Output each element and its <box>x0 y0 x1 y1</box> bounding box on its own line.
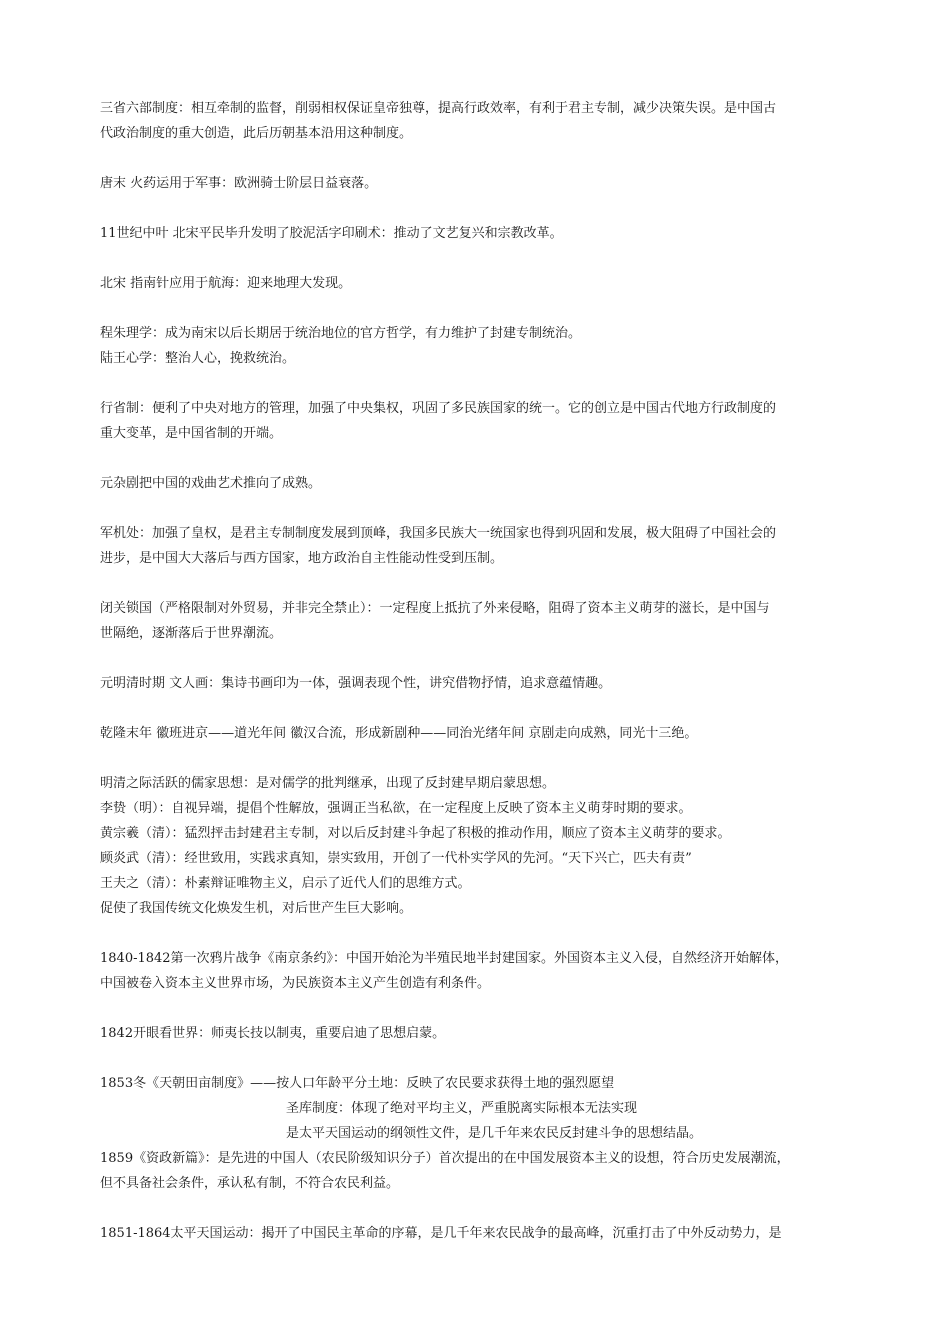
paragraph-compass <box>100 271 860 296</box>
paragraph-yuan-drama <box>100 471 860 496</box>
document-page <box>100 96 860 1246</box>
paragraph-opium-war <box>100 946 860 996</box>
text-line: 11世纪中叶 北宋平民毕升发明了胶泥活字印刷术：推动了文艺复兴和宗教改革。 <box>100 226 563 241</box>
paragraph-gap <box>100 996 860 1021</box>
paragraph-taiping-movement <box>100 1221 860 1246</box>
text-line: 元杂剧把中国的戏曲艺术推向了成熟。 <box>100 476 322 491</box>
paragraph-three-departments <box>100 96 860 146</box>
text-line: 重大变革，是中国省制的开端。 <box>100 426 283 441</box>
text-line: 代政治制度的重大创造，此后历朝基本沿用这种制度。 <box>100 126 413 141</box>
text-line: 圣库制度：体现了绝对平均主义，严重脱离实际根本无法实现 <box>286 1101 638 1116</box>
text-line: 李贽（明）：自视异端，提倡个性解放，强调正当私欲，在一定程度上反映了资本主义萌芽时期的要求。 <box>100 801 692 816</box>
text-line: 1859《资政新篇》：是先进的中国人（农民阶级知识分子）首次提出的在中国发展资本主义的设想，符合历史发展潮流， <box>100 1151 790 1166</box>
text-line: 顾炎武（清）：经世致用，实践求真知，崇实致用，开创了一代朴实学风的先河。“天下兴亡，匹夫有责” <box>100 851 692 866</box>
text-line: 进步，是中国大大落后与西方国家，地方政治自主性能动性受到压制。 <box>100 551 504 566</box>
text-line: 但不具备社会条件，承认私有制，不符合农民利益。 <box>100 1176 400 1191</box>
paragraph-literati-painting <box>100 671 860 696</box>
paragraph-gap <box>100 646 860 671</box>
text-line: 乾隆末年 徽班进京——道光年间 徽汉合流，形成新剧种——同治光绪年间 京剧走向成熟，同光十三绝。 <box>100 726 698 741</box>
text-line: 1853冬《天朝田亩制度》——按人口年龄平分土地：反映了农民要求获得土地的强烈愿望 <box>100 1076 615 1091</box>
text-line: 程朱理学：成为南宋以后长期居于统治地位的官方哲学，有力维护了封建专制统治。 <box>100 326 582 341</box>
text-line: 世隔绝，逐渐落后于世界潮流。 <box>100 626 283 641</box>
text-line: 黄宗羲（清）：猛烈抨击封建君主专制，对以后反封建斗争起了积极的推动作用，顺应了资本主义萌芽的要求。 <box>100 826 731 841</box>
text-line: 三省六部制度：相互牵制的监督，削弱相权保证皇帝独尊，提高行政效率，有利于君主专制，减少决策失误。是中国古 <box>100 101 777 116</box>
paragraph-grand-council <box>100 521 860 571</box>
paragraph-gap <box>100 1196 860 1221</box>
text-line: 军机处：加强了皇权，是君主专制制度发展到顶峰，我国多民族大一统国家也得到巩固和发展，极大阻碍了中国社会的 <box>100 526 777 541</box>
text-line: 是太平天国运动的纲领性文件，是几千年来农民反封建斗争的思想结晶。 <box>286 1126 703 1141</box>
text-line: 中国被卷入资本主义世界市场，为民族资本主义产生创造有利条件。 <box>100 976 491 991</box>
text-line: 明清之际活跃的儒家思想：是对儒学的批判继承，出现了反封建早期启蒙思想。 <box>100 776 556 791</box>
text-line: 1851-1864太平天国运动：揭开了中国民主革命的序幕，是几千年来农民战争的最高峰，沉重打击了中外反动势力，是 <box>100 1226 782 1241</box>
paragraph-taiping-documents <box>100 1071 860 1196</box>
paragraph-gap <box>100 571 860 596</box>
text-line: 元明清时期 文人画：集诗书画印为一体，强调表现个性，讲究借物抒情，追求意蕴情趣。 <box>100 676 612 691</box>
paragraph-printing <box>100 221 860 246</box>
paragraph-gap <box>100 196 860 221</box>
paragraph-province-system <box>100 396 860 446</box>
paragraph-gunpowder <box>100 171 860 196</box>
paragraph-closed-door-policy <box>100 596 860 646</box>
paragraph-peking-opera <box>100 721 860 746</box>
paragraph-gap <box>100 246 860 271</box>
paragraph-gap <box>100 746 860 771</box>
paragraph-neo-confucianism <box>100 321 860 371</box>
paragraph-gap <box>100 146 860 171</box>
paragraph-gap <box>100 371 860 396</box>
text-line: 促使了我国传统文化焕发生机，对后世产生巨大影响。 <box>100 901 413 916</box>
text-line: 1840-1842第一次鸦片战争《南京条约》：中国开始沦为半殖民地半封建国家。外国资本主义入侵，自然经济开始解体， <box>100 951 789 966</box>
paragraph-gap <box>100 1046 860 1071</box>
text-line: 王夫之（清）：朴素辩证唯物主义，启示了近代人们的思维方式。 <box>100 876 471 891</box>
paragraph-gap <box>100 446 860 471</box>
paragraph-look-at-world <box>100 1021 860 1046</box>
text-line: 北宋 指南针应用于航海：迎来地理大发现。 <box>100 276 352 291</box>
paragraph-gap <box>100 496 860 521</box>
paragraph-ming-qing-thought <box>100 771 860 921</box>
text-line: 1842开眼看世界：师夷长技以制夷，重要启迪了思想启蒙。 <box>100 1026 446 1041</box>
paragraph-gap <box>100 921 860 946</box>
text-line: 陆王心学：整治人心，挽救统治。 <box>100 351 296 366</box>
text-line: 行省制：便利了中央对地方的管理，加强了中央集权，巩固了多民族国家的统一。它的创立是中国古代地方行政制度的 <box>100 401 777 416</box>
text-line: 闭关锁国（严格限制对外贸易，并非完全禁止）：一定程度上抵抗了外来侵略，阻碍了资本主义萌芽的滋长，是中国与 <box>100 601 770 616</box>
paragraph-gap <box>100 696 860 721</box>
paragraph-gap <box>100 296 860 321</box>
text-line: 唐末 火药运用于军事：欧洲骑士阶层日益衰落。 <box>100 176 378 191</box>
